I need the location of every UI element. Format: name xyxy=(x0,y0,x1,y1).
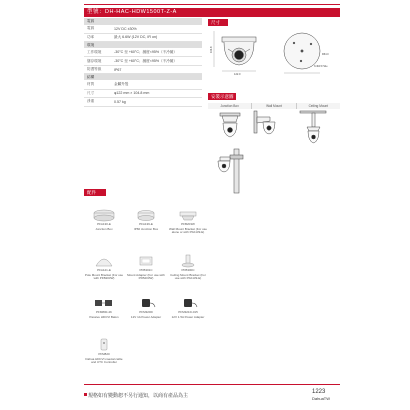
installation-drawing xyxy=(208,109,340,195)
spec-key: 尺寸 xyxy=(84,89,114,98)
install-label-ceiling: Ceiling Mount xyxy=(297,103,340,109)
wall-mount-bracket-icon xyxy=(176,208,200,222)
accessory-item xyxy=(168,254,208,281)
spec-table xyxy=(84,18,202,107)
utc-controller-icon xyxy=(92,338,116,352)
spec-value: 金屬外殼 xyxy=(114,80,202,89)
page-number: 1223 xyxy=(312,389,326,395)
spec-key: 淨重 xyxy=(84,98,114,107)
accessory-desc: Passive HDCVI Balun xyxy=(89,314,119,319)
mount-adapter-icon xyxy=(134,254,158,268)
spec-key: 電源 xyxy=(84,25,114,34)
accessory-desc: 12V 1.5A Power Adapter xyxy=(171,314,205,319)
dimensions-header-label: 尺寸 xyxy=(211,20,220,25)
accessory-desc: Ceiling Mount Bracket (For use with PFA139-E) xyxy=(170,272,206,281)
bullet-square xyxy=(84,393,87,396)
side-view xyxy=(214,31,256,71)
accessory-code: PFB301C xyxy=(139,268,153,272)
ip66-junction-box-icon xyxy=(134,208,158,222)
spec-value: 0.57 kg xyxy=(114,98,202,107)
spec-value: IP67 xyxy=(114,65,202,74)
accessory-item xyxy=(84,296,124,319)
height-label: 104.8 xyxy=(210,46,213,53)
spec-value: 12V DC ±30% xyxy=(114,25,202,34)
accessory-code: PFA121-E xyxy=(97,268,111,272)
dimension-drawing xyxy=(208,27,340,81)
accessory-desc: 12V 1A Power Adapter xyxy=(130,314,162,319)
install-ceiling-illustration xyxy=(300,111,326,143)
accessory-code: PFM820 xyxy=(98,352,110,356)
accessory-item xyxy=(84,208,124,231)
spec-key: 儲存環境 xyxy=(84,57,114,66)
top-rule xyxy=(84,4,340,5)
dimensions-header xyxy=(208,19,228,26)
section-environment: 環境 xyxy=(84,42,202,49)
bottom-rule xyxy=(84,384,340,385)
spec-key: 工作環境 xyxy=(84,48,114,57)
install-junction-illustration xyxy=(220,113,240,137)
accessory-desc: Wall Mount Bracket (For use alone or with PFA139-E) xyxy=(169,226,207,235)
accessory-desc: Pole Mount Bracket (For use with PFB203W) xyxy=(84,272,124,281)
spec-key: 防護等級 xyxy=(84,65,114,74)
accessory-item xyxy=(84,338,124,365)
spec-value: φ122 mm × 104.8 mm xyxy=(114,89,202,98)
accessory-item xyxy=(126,254,166,281)
hole-circle-label: Φ64.0 xyxy=(322,53,329,56)
installation-header xyxy=(208,93,236,100)
spec-value: 最大 6.6W (12V DC, IR on) xyxy=(114,33,202,42)
ceiling-mount-bracket-icon xyxy=(176,254,200,268)
accessory-item xyxy=(168,296,208,319)
junction-box-icon xyxy=(92,208,116,222)
power-adapter-icon xyxy=(134,296,158,310)
width-label: 122.0 xyxy=(234,73,241,76)
accessory-code: PFM320D xyxy=(139,310,153,314)
accessory-code: PFM321D-015 xyxy=(178,310,198,314)
install-label-junction: Junction Box xyxy=(208,103,252,109)
spec-key: 材質 xyxy=(84,80,114,89)
disclaimer-text: 規格如有變動恕不另行通知，以商有產品為主 xyxy=(88,393,189,399)
install-wall-illustration xyxy=(254,111,275,134)
screw-label: 3×Φ4.5 Hole xyxy=(314,65,328,68)
accessory-desc: Mount Adapter (For use with PFB203W) xyxy=(127,272,165,281)
accessory-desc: Junction Box xyxy=(95,226,113,231)
accessory-item xyxy=(126,296,166,319)
spec-value: -30°C 至 +60°C；濕度<95%（不冷凝） xyxy=(114,48,202,57)
balun-icon xyxy=(92,296,116,310)
section-power: 電源 xyxy=(84,18,202,25)
model-title-bar xyxy=(84,8,340,17)
install-pole-illustration xyxy=(218,149,243,193)
accessory-desc: IP66 Junction Box xyxy=(133,226,159,231)
accessory-code: PFA130-E xyxy=(97,222,111,226)
accessory-code: PFM800-4K xyxy=(95,310,112,314)
spec-key: 功率 xyxy=(84,33,114,42)
accessory-code: PFA139-E xyxy=(139,222,153,226)
install-label-wall: Wall Mount xyxy=(252,103,296,109)
accessory-code: PFB300C xyxy=(181,268,195,272)
section-structure: 結構 xyxy=(84,74,202,81)
model-title: 型號：DH-HAC-HDW1500T-Z-A xyxy=(87,9,177,15)
installation-header-label: 安裝示意圖 xyxy=(211,94,234,99)
accessory-code: PFB203W xyxy=(181,222,195,226)
accessories-header-label: 配件 xyxy=(87,190,96,195)
brand-name: DahuaTW xyxy=(312,396,331,401)
accessory-item xyxy=(168,208,208,235)
accessories-header xyxy=(84,189,106,196)
power-adapter-icon xyxy=(176,296,200,310)
accessory-desc: Dahua HDCVI coaxial cable and UTC Controller xyxy=(85,356,123,365)
spec-value: -30°C 至 +60°C；濕度<95%（不冷凝） xyxy=(114,57,202,66)
accessory-item xyxy=(84,254,124,281)
pole-mount-bracket-icon xyxy=(92,254,116,268)
accessory-item xyxy=(126,208,166,231)
